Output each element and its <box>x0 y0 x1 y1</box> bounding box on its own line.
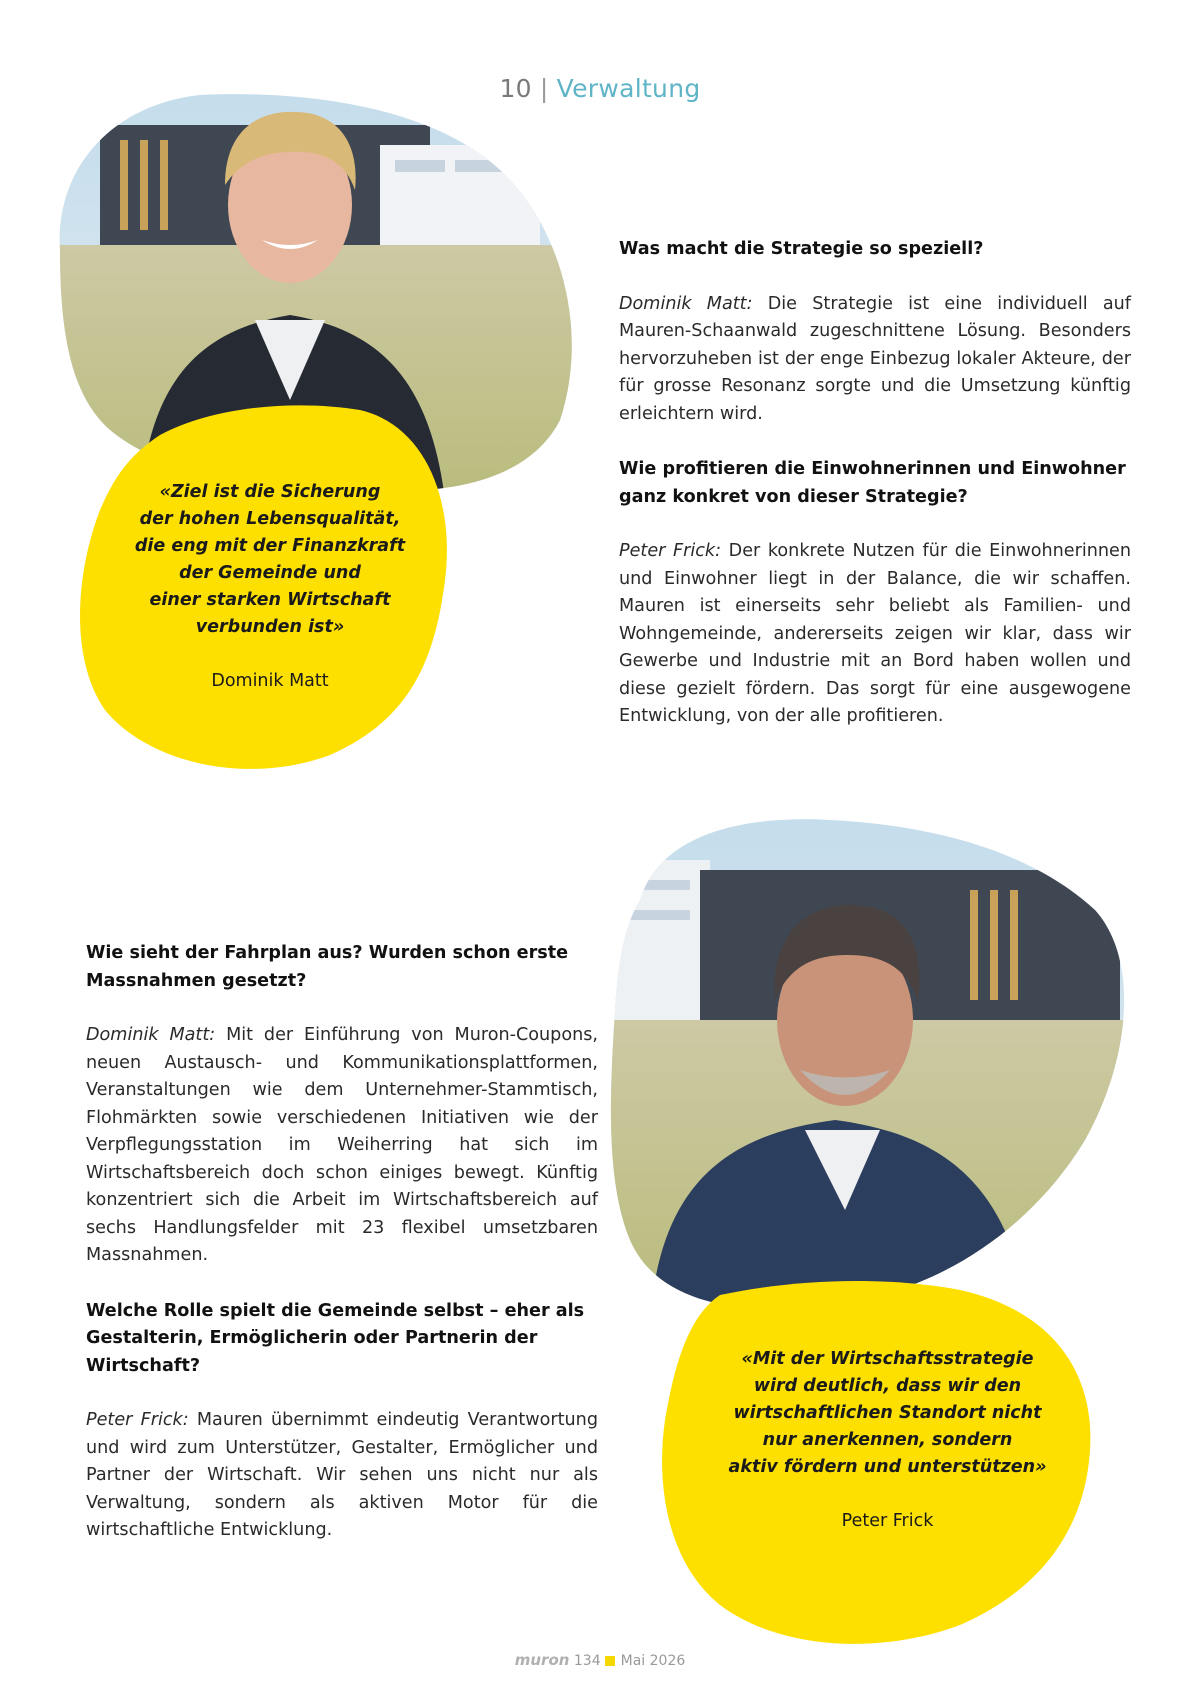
page-number: 10 <box>499 74 532 103</box>
quote-line: aktiv fördern und unterstützen» <box>728 1457 1047 1477</box>
question-2: Wie profitieren die Einwohnerinnen und Einwohner ganz konkret von dieser Strategie? <box>619 459 1126 507</box>
quote-line: wird deutlich, dass wir den <box>753 1376 1022 1396</box>
interview-block-1 <box>619 236 1131 731</box>
quote-line: «Mit der Wirtschaftsstrategie <box>741 1349 1034 1369</box>
quote-line: die eng mit der Finanzkraft <box>134 536 406 556</box>
quote-2-author: Peter Frick <box>841 1511 934 1531</box>
yellow-square-icon <box>605 1656 615 1666</box>
speaker-label: Peter Frick: <box>86 1410 189 1430</box>
speaker-label: Dominik Matt: <box>86 1025 216 1045</box>
answer-4-text: Mauren übernimmt eindeutig Verantwortung und wird zum Unterstützer, Gestalter, Ermöglicher und Partner der Wirtschaft. Wir sehen uns nicht nur als Verwaltung, sondern als aktiven Motor für die wirtschaftliche Entwicklung. <box>86 1410 598 1540</box>
quote-line: nur anerkennen, sondern <box>762 1430 1013 1450</box>
issue-number: 134 <box>573 1653 601 1669</box>
running-header <box>0 74 1200 103</box>
answer-2-text: Der konkrete Nutzen für die Einwohnerinnen und Einwohner liegt in der Balance, die wir schaffen. Mauren ist einerseits sehr beliebt als Familien- und Wohngemeinde, andererseits zeigen wir klar, dass wir Gewerbe und Industrie mit an Bord haben wollen und diese gezielt fördern. Das sorgt für eine ausgewogene Entwicklung, von der alle profitieren. <box>619 541 1132 726</box>
pull-quote-2 <box>725 1346 1050 1481</box>
answer-3 <box>86 1022 598 1270</box>
answer-2 <box>619 538 1131 731</box>
section-title: Verwaltung <box>556 74 701 103</box>
speaker-label: Dominik Matt: <box>619 293 753 314</box>
quote-line: verbunden ist» <box>195 617 345 637</box>
question-4: Welche Rolle spielt die Gemeinde selbst – eher als Gestalterin, Ermöglicherin oder Partnerin der Wirtschaft? <box>86 1300 585 1376</box>
answer-1 <box>619 291 1131 429</box>
speaker-label: Peter Frick: <box>619 541 722 561</box>
answer-3-text: Mit der Einführung von Muron-Coupons, neuen Austausch- und Kommunikationsplattformen, Veranstaltungen wie dem Unternehmer-Stammtisch, Flohmärkten sowie verschiedenen Initiativen wie der Verpflegungsstation im Weiherring hat sich im Wirtschaftsbereich doch schon einiges bewegt. Künftig konzentriert sich die Arbeit im Wirtschaftsbereich auf sechs Handlungsfelder mit 23 flexibel umsetzbaren Massnahmen. <box>86 1025 599 1265</box>
quote-line: der Gemeinde und <box>179 563 361 583</box>
portrait-photo-peter-frick <box>590 800 1150 1330</box>
issue-date: Mai 2026 <box>620 1653 686 1669</box>
quote-line: einer starken Wirtschaft <box>149 590 391 610</box>
answer-4 <box>86 1407 598 1545</box>
interview-block-2 <box>86 940 598 1545</box>
answer-1-text: Die Strategie ist eine individuell auf Mauren-Schaanwald zugeschnittene Lösung. Besonders hervorzuheben ist der enge Einbezug lokaler Akteure, der für grosse Resonanz sorgte und die Umsetzung künftig erleichtern wird. <box>619 293 1131 424</box>
quote-line: wirtschaftlichen Standort nicht <box>733 1403 1042 1423</box>
quote-line: der hohen Lebensqualität, <box>139 509 401 529</box>
page-footer <box>0 1651 1200 1669</box>
quote-1-author: Dominik Matt <box>211 671 329 691</box>
header-separator: | <box>539 74 549 103</box>
magazine-name: muron <box>514 1651 570 1669</box>
question-3: Wie sieht der Fahrplan aus? Wurden schon erste Massnahmen gesetzt? <box>86 943 569 991</box>
quote-line: «Ziel ist die Sicherung <box>159 482 381 502</box>
pull-quote-1 <box>120 479 420 641</box>
question-1: Was macht die Strategie so speziell? <box>619 239 984 259</box>
